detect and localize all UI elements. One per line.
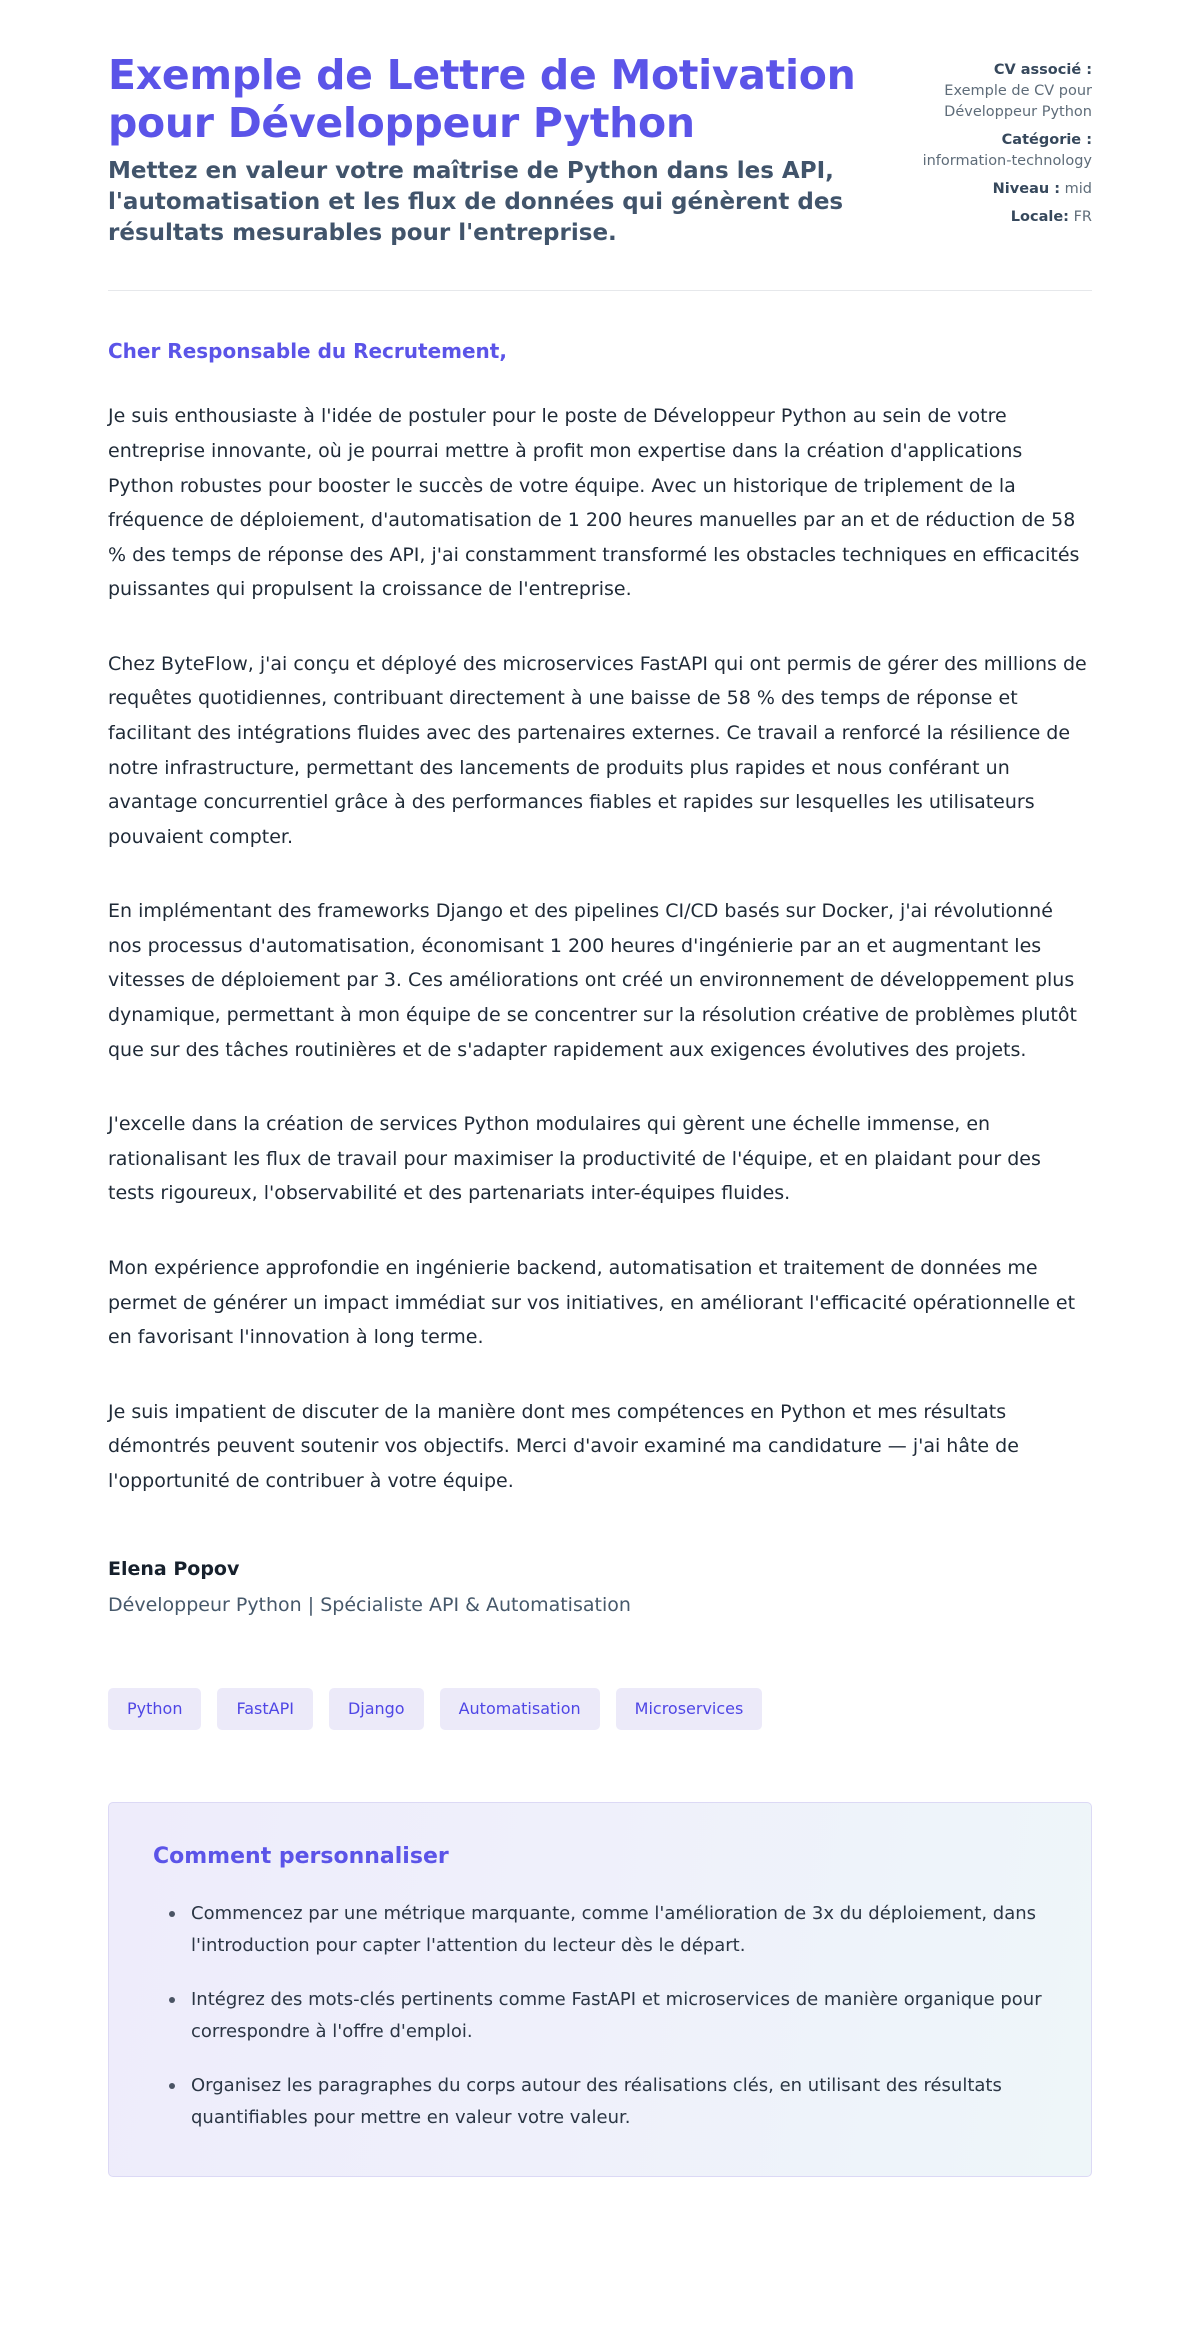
meta-category — [902, 130, 1092, 172]
tips-title: Comment personnaliser — [153, 1844, 449, 1870]
meta-locale — [902, 207, 1092, 228]
meta-level-label: Niveau : — [992, 181, 1061, 198]
tag-chip[interactable]: FastAPI — [217, 1688, 312, 1730]
tips-list-item: Intégrez des mots-clés pertinents comme FastAPI et microservices de manière organique pour correspondre à l'offre d'emploi. — [179, 1984, 1047, 2048]
page-subtitle: Mettez en valeur votre maîtrise de Python dans les API, l'automatisation et les flux de données qui génèrent des résultats mesurables pour l'entreprise. — [108, 157, 844, 246]
tag-chip[interactable]: Microservices — [616, 1688, 763, 1730]
tips-list — [153, 1898, 1047, 2134]
letter-body — [0, 291, 1200, 1498]
header-text-block — [108, 52, 862, 248]
tag-chip[interactable]: Django — [329, 1688, 424, 1730]
document-header — [0, 0, 1200, 248]
signature-name: Elena Popov — [108, 1558, 240, 1581]
letter-paragraph: Je suis enthousiaste à l'idée de postuler pour le poste de Développeur Python au sein de votre entreprise innovante, où je pourrai mettre à profit mon expertise dans la création d'applications Python robustes pour booster le succès de votre équipe. Avec un historique de triplement de la fréquence de déploiement, d'automatisation de 1 200 heures manuelles par an et de réduction de 58 % des temps de réponse des API, j'ai constamment transformé les obstacles techniques en efficacités puissantes qui propulsent la croissance de l'entreprise. — [108, 405, 1080, 601]
meta-level — [902, 179, 1092, 200]
tag-chip[interactable]: Python — [108, 1688, 201, 1730]
letter-paragraph: Chez ByteFlow, j'ai conçu et déployé des microservices FastAPI qui ont permis de gérer des millions de requêtes quotidiennes, contribuant directement à une baisse de 58 % des temps de réponse et facilitant des intégrations fluides avec des partenaires externes. Ce travail a renforcé la résilience de notre infrastructure, permettant des lancements de produits plus rapides et nous conférant un avantage concurrentiel grâce à des performances fiables et rapides sur lesquelles les utilisateurs pouvaient compter. — [108, 652, 1087, 848]
meta-related-cv — [902, 60, 1092, 123]
signature-role: Développeur Python | Spécialiste API & Automatisation — [108, 1594, 631, 1617]
meta-related-cv-label: CV associé : — [993, 62, 1092, 78]
tag-list — [0, 1616, 1200, 1730]
document-metadata — [902, 52, 1092, 228]
customization-tips-card — [108, 1802, 1092, 2177]
meta-category-value: information-technology — [922, 153, 1092, 170]
tag-chip[interactable]: Automatisation — [440, 1688, 600, 1730]
customization-tips-section — [0, 1730, 1200, 2267]
meta-related-cv-value: Exemple de CV pour Développeur Python — [944, 83, 1092, 121]
tips-list-item: Organisez les paragraphes du corps autour des réalisations clés, en utilisant des résultats quantifiables pour mettre en valeur votre valeur. — [179, 2070, 1047, 2134]
letter-paragraph: En implémentant des frameworks Django et des pipelines CI/CD basés sur Docker, j'ai révolutionné nos processus d'automatisation, économisant 1 200 heures d'ingénierie par an et augmentant les vitesses de déploiement par 3. Ces améliorations ont créé un environnement de développement plus dynamique, permettant à mon équipe de se concentrer sur la résolution créative de problèmes plutôt que sur des tâches routinières et de s'adapter rapidement aux exigences évolutives des projets. — [108, 900, 1077, 1061]
meta-locale-label: Locale: — [1010, 209, 1069, 226]
tips-list-item: Commencez par une métrique marquante, comme l'amélioration de 3x du déploiement, dans l'introduction pour capter l'attention du lecteur dès le départ. — [179, 1898, 1047, 1962]
letter-paragraph: Je suis impatient de discuter de la manière dont mes compétences en Python et mes résultats démontrés peuvent soutenir vos objectifs. Merci d'avoir examiné ma candidature — j'ai hâte de l'opportunité de contribuer à votre équipe. — [108, 1400, 1019, 1492]
letter-paragraph: J'excelle dans la création de services Python modulaires qui gèrent une échelle immense, en rationalisant les flux de travail pour maximiser la productivité de l'équipe, et en plaidant pour des tests rigoureux, l'observabilité et des partenariats inter-équipes fluides. — [108, 1113, 1041, 1205]
meta-locale-value: FR — [1073, 209, 1092, 226]
letter-salutation: Cher Responsable du Recrutement, — [108, 339, 507, 364]
meta-category-label: Catégorie : — [1001, 132, 1092, 149]
meta-level-value: mid — [1064, 181, 1092, 198]
page-title: Exemple de Lettre de Motivation pour Développeur Python — [108, 51, 856, 147]
signature-block — [0, 1498, 1200, 1616]
letter-paragraph: Mon expérience approfondie en ingénierie backend, automatisation et traitement de données me permet de générer un impact immédiat sur vos initiatives, en améliorant l'efficacité opérationnelle et en favorisant l'innovation à long terme. — [108, 1256, 1076, 1349]
